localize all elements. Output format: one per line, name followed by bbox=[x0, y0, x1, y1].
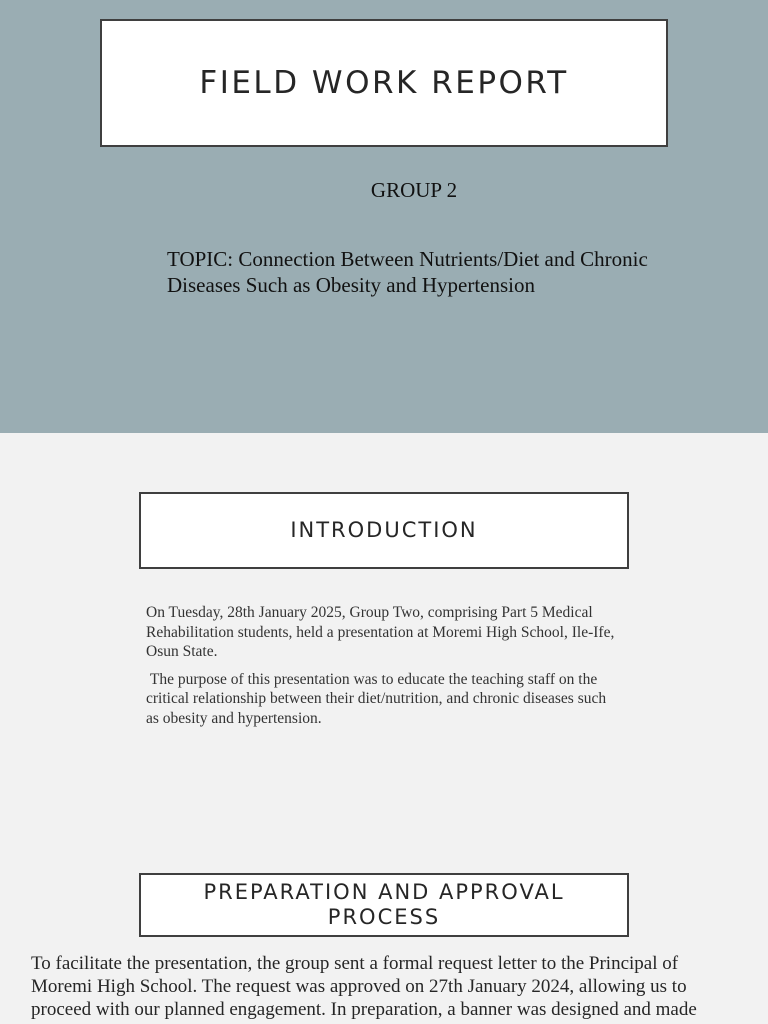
preparation-heading: PREPARATION AND APPROVAL PROCESS bbox=[203, 880, 565, 929]
group-label: GROUP 2 bbox=[370, 178, 458, 202]
introduction-paragraph: The purpose of this presentation was to educate the teaching staff on the critical relationship between their diet/nutrition, and chronic diseases such as obesity and hypertension. bbox=[146, 670, 610, 727]
preparation-heading-box bbox=[139, 873, 629, 937]
title-box bbox=[100, 19, 668, 147]
introduction-paragraph: On Tuesday, 28th January 2025, Group Two, comprising Part 5 Medical Rehabilitation students, held a presentation at Moremi High School, Ile-Ife, Osun State. bbox=[146, 604, 615, 660]
introduction-heading-box bbox=[139, 492, 629, 569]
introduction-heading: INTRODUCTION bbox=[290, 518, 478, 542]
cover-slide bbox=[0, 0, 768, 433]
topic-text: TOPIC: Connection Between Nutrients/Diet and Chronic Diseases Such as Obesity and Hypertension bbox=[167, 247, 648, 297]
preparation-body: To facilitate the presentation, the group sent a formal request letter to the Principal of Moremi High School. The request was approved on 27th January 2024, allowing us to proceed with our planned engagement. In preparation, a banner was designed and made bbox=[31, 953, 697, 1020]
introduction-body bbox=[146, 603, 622, 736]
report-title: FIELD WORK REPORT bbox=[199, 65, 569, 101]
